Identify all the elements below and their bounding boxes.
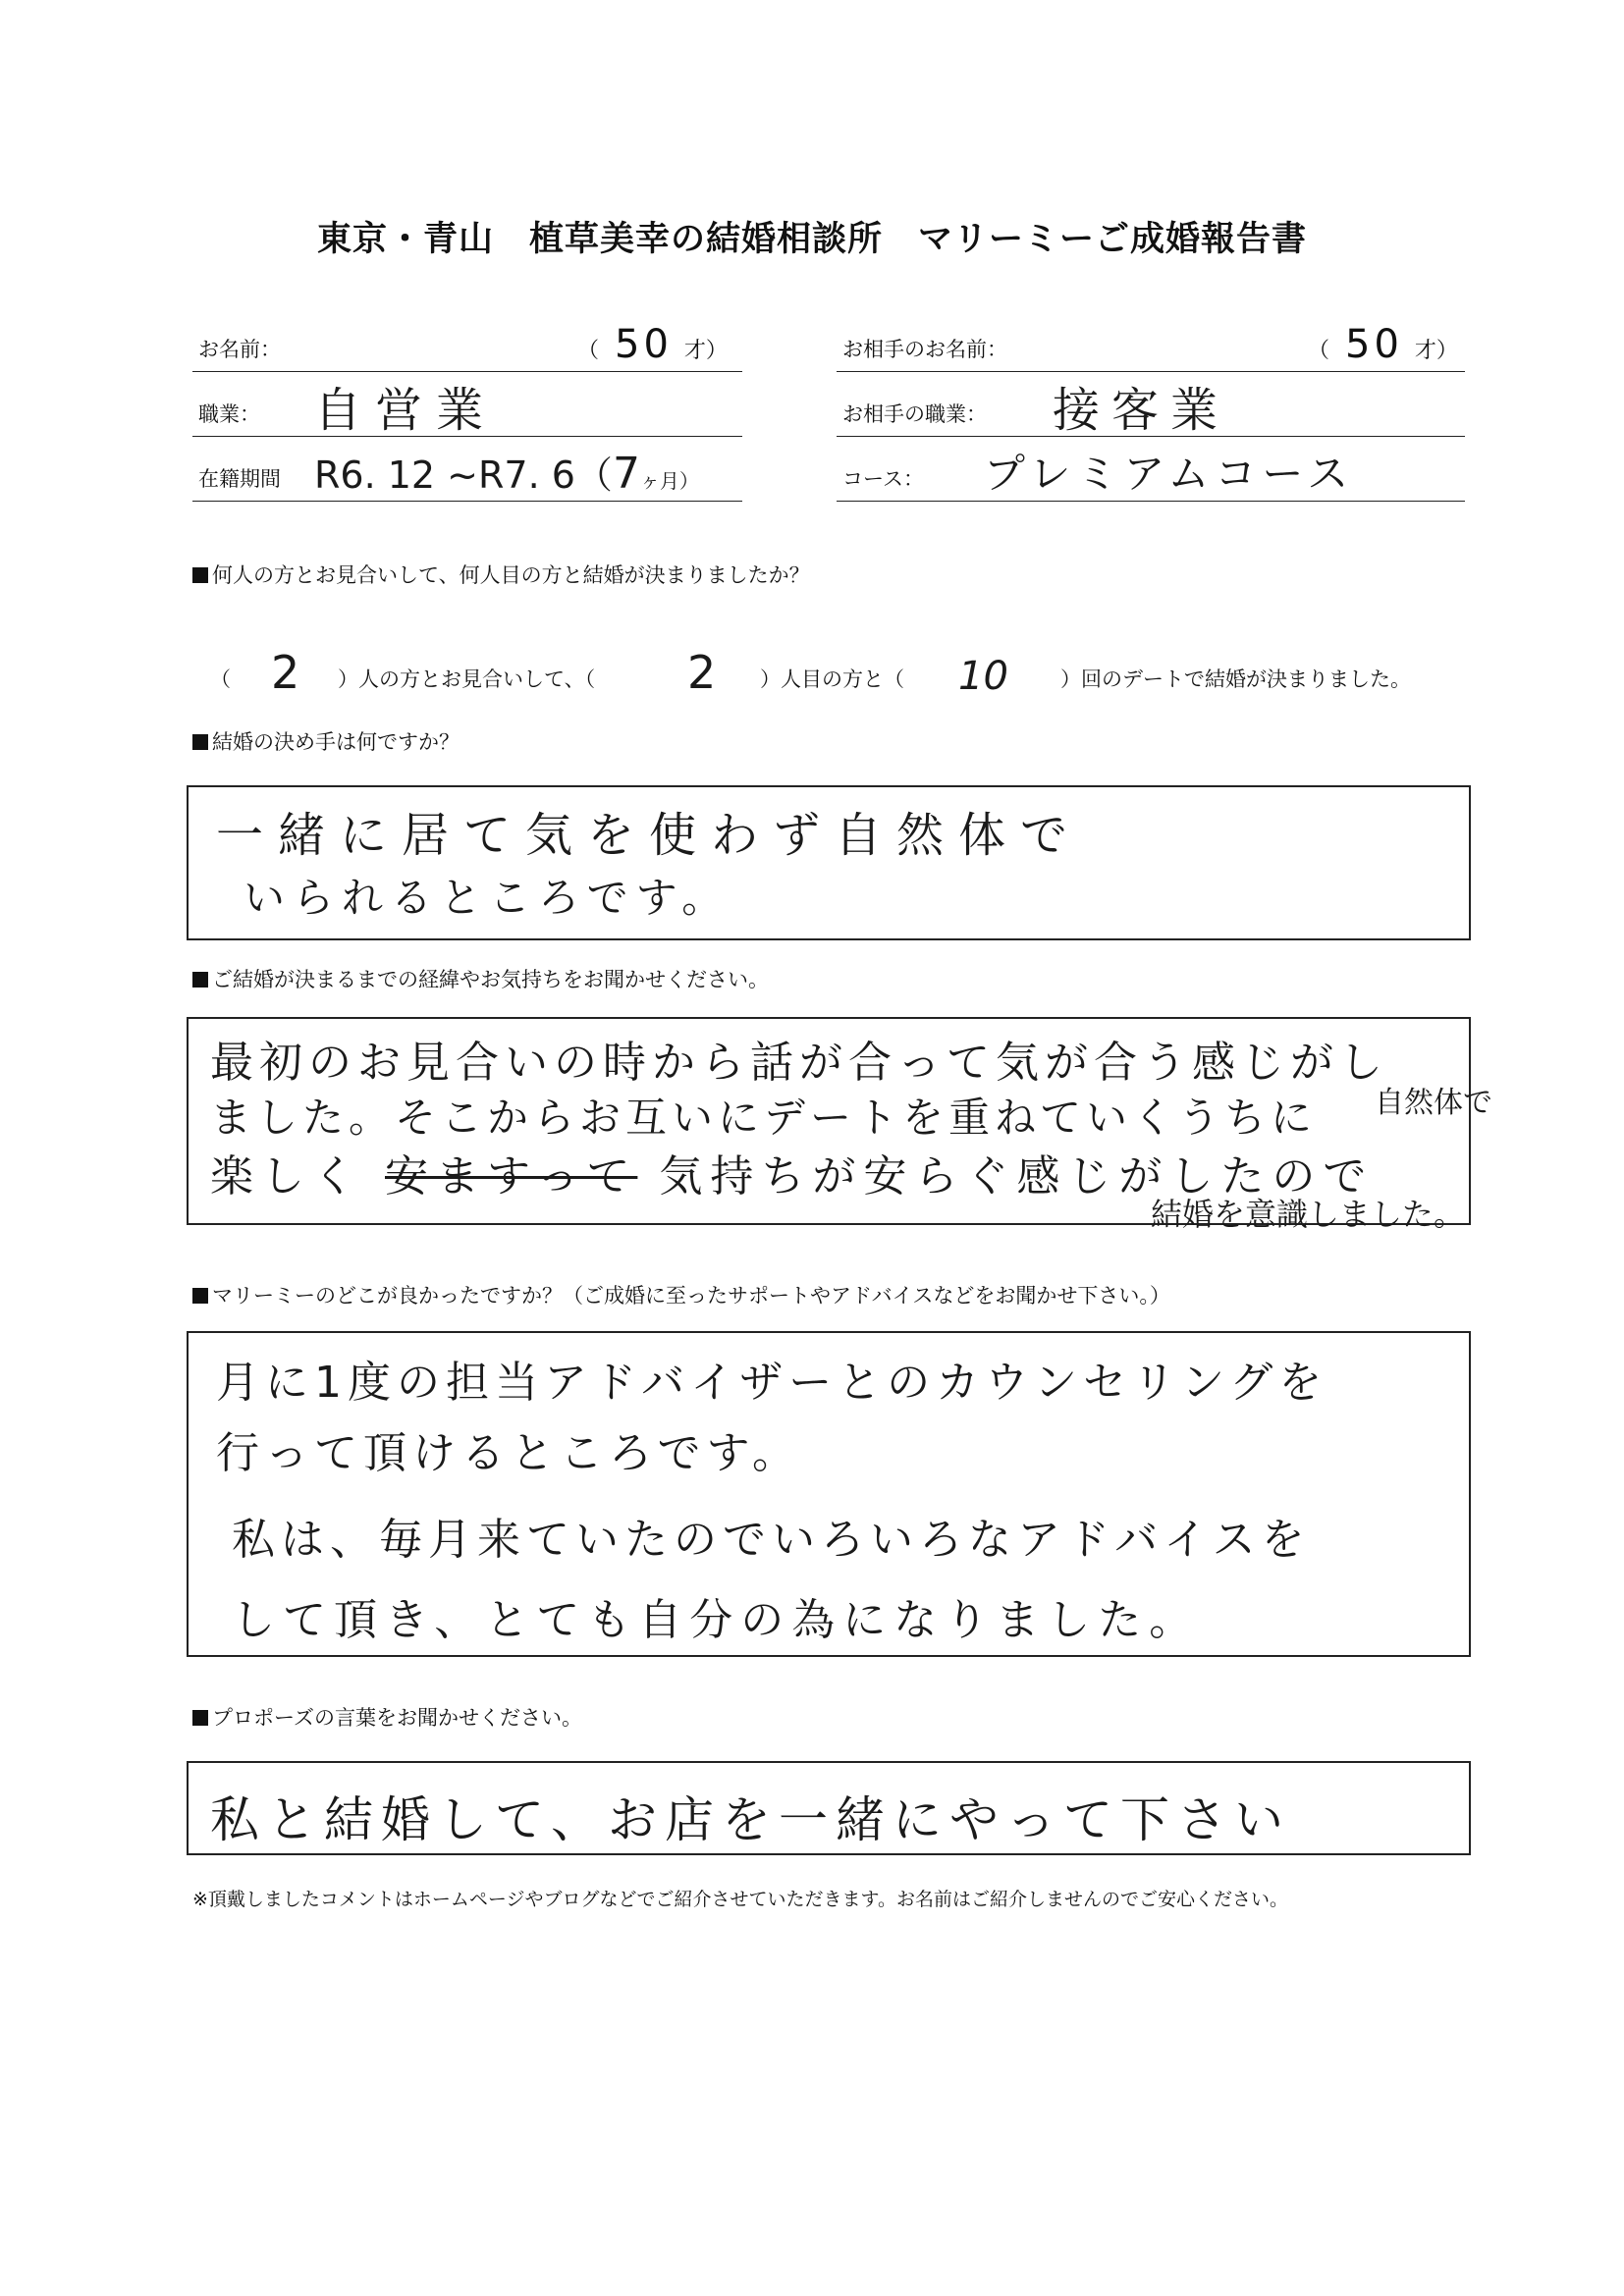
answer-4-line-4: して頂き、とても自分の為になりました。 <box>232 1595 1201 1645</box>
question-5 <box>192 1702 582 1732</box>
period-field <box>192 442 742 502</box>
bullet-square-icon <box>192 1288 208 1304</box>
course-label: コース： <box>842 467 924 491</box>
answer-4-line-1: 月に1度の担当アドバイザーとのカウンセリングを <box>216 1358 1328 1408</box>
partner-age-open: （ <box>1308 339 1330 363</box>
name-label: お名前： <box>198 338 281 361</box>
answer-3-line-4: 結婚を意識しました。 <box>1151 1196 1466 1233</box>
answer-2-line-1: 一緒に居て気を使わず自然体で <box>216 808 1083 863</box>
period-range: R6. 12 ~R7. 6（ <box>314 454 613 497</box>
question-4 <box>192 1280 1170 1309</box>
question-1 <box>192 560 810 589</box>
count-row <box>210 644 1467 699</box>
footnote: ※頂戴しましたコメントはホームページやブログなどでご紹介させていただきます。お名前はご紹介しませんのでご安心ください。 <box>192 1889 1289 1910</box>
partner-job-field <box>837 377 1465 437</box>
count-met-value: 2 <box>271 646 300 699</box>
question-1-text: 何人の方とお見合いして、何人目の方と結婚が決まりましたか？ <box>212 563 810 587</box>
period-unit: ヶ月） <box>639 469 699 493</box>
answer-3-line-3a: 楽しく <box>210 1151 363 1201</box>
job-field <box>192 377 742 437</box>
question-5-text: プロポーズの言葉をお聞かせください。 <box>212 1706 582 1730</box>
question-3 <box>192 964 769 993</box>
count-open: （ <box>210 667 231 691</box>
partner-name-label: お相手のお名前： <box>842 338 1007 361</box>
partner-job-label: お相手の職業： <box>842 402 987 426</box>
answer-2-line-2: いられるところです。 <box>244 874 731 922</box>
answer-5-line-1: 私と結婚して、お店を一緒にやって下さい <box>210 1791 1291 1848</box>
answer-3-line-1: 最初のお見合いの時から話が合って気が合う感じがし <box>210 1038 1388 1088</box>
period-label: 在籍期間 <box>198 467 281 491</box>
count-nth-value: 2 <box>687 646 717 699</box>
bullet-square-icon <box>192 1710 208 1726</box>
partner-age-value: 50 <box>1345 322 1403 367</box>
bullet-square-icon <box>192 567 208 583</box>
count-dates-value: 10 <box>958 654 1008 699</box>
partner-name-field <box>837 312 1465 372</box>
own-age-unit: 才） <box>683 339 728 363</box>
answer-3-line-3b: 気持ちが安らぐ感じがしたので <box>659 1151 1375 1201</box>
answer-box-3 <box>187 1017 1492 1233</box>
job-label: 職業： <box>198 402 260 426</box>
question-2-text: 結婚の決め手は何ですか？ <box>212 730 460 754</box>
answer-3-struck: 安ますって <box>385 1151 638 1201</box>
answer-box-4 <box>187 1331 1471 1657</box>
own-age <box>577 322 728 367</box>
answer-3-insert: 自然体で <box>1375 1086 1492 1120</box>
course-value: プレミアムコース <box>984 450 1355 498</box>
period-months: 7 <box>612 449 640 499</box>
partner-job-value: 接客業 <box>1053 383 1230 438</box>
answer-4-line-3: 私は、毎月来ていたのでいろいろなアドバイスを <box>232 1515 1311 1565</box>
question-3-text: ご結婚が決まるまでの経緯やお気持ちをお聞かせください。 <box>212 968 769 991</box>
partner-age-unit: 才） <box>1414 339 1458 363</box>
own-age-value: 50 <box>615 322 673 367</box>
question-2 <box>192 726 460 756</box>
period-value <box>314 445 699 499</box>
count-text-2: ）人目の方と（ <box>760 667 904 691</box>
count-text-3: ）回のデートで結婚が決まりました。 <box>1060 667 1411 691</box>
question-4-text: マリーミーのどこが良かったですか？（ご成婚に至ったサポートやアドバイスなどをお聞かせ下さい。） <box>212 1284 1170 1308</box>
bullet-square-icon <box>192 734 208 750</box>
name-field <box>192 312 742 372</box>
answer-3-line-2: ました。そこからお互いにデートを重ねていくうちに <box>210 1094 1317 1142</box>
page-title: 東京・青山 植草美幸の結婚相談所 マリーミーご成婚報告書 <box>316 220 1307 259</box>
answer-4-line-2: 行って頂けるところです。 <box>216 1428 802 1478</box>
answer-box-5 <box>187 1761 1471 1855</box>
own-age-open: （ <box>577 339 600 363</box>
partner-age <box>1308 322 1458 367</box>
course-field <box>837 442 1465 502</box>
count-text-1: ）人の方とお見合いして、（ <box>338 667 596 691</box>
answer-box-2 <box>187 785 1471 940</box>
bullet-square-icon <box>192 972 208 988</box>
job-value: 自営業 <box>314 383 498 438</box>
